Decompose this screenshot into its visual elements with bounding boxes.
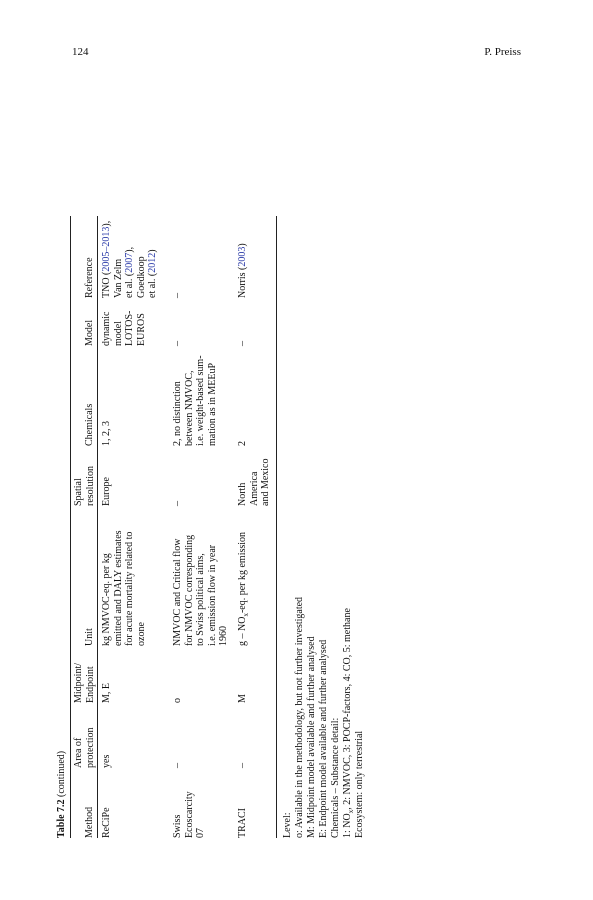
- row3-method: TRACI: [237, 808, 248, 838]
- col-header-method: Method: [84, 806, 95, 838]
- legend-m: M: Midpoint model available and further analysed: [306, 636, 317, 838]
- page-number: 124: [72, 46, 89, 58]
- row1-model: dynamic model LOTOS- EUROS: [101, 310, 147, 346]
- col-header-midpoint: Midpoint/ Endpoint: [73, 662, 96, 703]
- row1-midpoint: M, E: [101, 683, 112, 703]
- col-header-area: Area of protection: [73, 727, 96, 768]
- legend-chemicals-list: 1: $NO_x$, 2: NMVOC, 3: POCP-factors, 4: CO, 5: methane: [342, 608, 355, 838]
- row1-area: yes: [101, 754, 112, 768]
- rotated-table-block: [56, 78, 365, 838]
- row3-midpoint: M: [237, 694, 248, 703]
- table-label: Table 7.2: [56, 799, 67, 838]
- table-top-rule: [70, 216, 71, 838]
- row1-unit: kg NMVOC-eq. per kg emitted and DALY estimates for acute mortality related to ozone: [101, 530, 147, 646]
- citation-link[interactable]: 2007: [124, 252, 135, 273]
- legend-e: E: Endpoint model available and further analysed: [318, 639, 329, 838]
- row2-midpoint: o: [172, 698, 183, 703]
- running-header-author: P. Preiss: [484, 46, 521, 58]
- col-header-chemicals: Chemicals: [84, 403, 95, 446]
- table-caption: [56, 751, 68, 838]
- row3-area: –: [237, 763, 248, 768]
- row3-chemicals: 2: [237, 441, 248, 446]
- row3-model: –: [237, 341, 248, 346]
- row1-method: ReCiPe: [101, 807, 112, 838]
- legend-o: o: Available in the methodology, but not further investigated: [294, 596, 305, 838]
- row1-chemicals: 1, 2, 3: [101, 421, 112, 446]
- col-header-unit: Unit: [84, 628, 95, 646]
- legend-level-title: Level:: [282, 812, 293, 838]
- col-header-spatial: Spatial resolution: [73, 466, 96, 506]
- row2-model: –: [172, 341, 183, 346]
- table-bottom-rule: [276, 216, 277, 838]
- row2-reference: –: [172, 293, 183, 298]
- row1-reference: TNO (2005–2013), Van Zelm et al. (2007), Goedkoop et al. (2012): [101, 220, 158, 298]
- col-header-reference: Reference: [84, 257, 95, 298]
- row2-method: Swiss Ecoscarcity 07: [172, 791, 206, 838]
- row3-unit: g – $NO_x-eq$. per kg emission: [237, 531, 250, 646]
- row2-area: –: [172, 763, 183, 768]
- row1-spatial: Europe: [101, 477, 112, 506]
- citation-link[interactable]: 2012: [147, 252, 158, 273]
- row2-unit: NMVOC and Critical flow for NMVOC corresponding to Swiss political aims, i.e. emission flow in year 1960: [172, 534, 229, 646]
- row2-spatial: –: [172, 501, 183, 506]
- legend-ecosystem: Ecosystem: only terrestrial: [354, 730, 365, 838]
- citation-link[interactable]: 2003: [237, 246, 248, 267]
- table-caption-text: (continued): [56, 750, 67, 797]
- legend-chemicals-title: Chemicals – Substance detail:: [330, 717, 341, 838]
- table-header-rule: [97, 216, 98, 838]
- row2-chemicals: 2, no distinction between NMVOC, i.e. weight-based sum- mation as in MEEuP: [172, 355, 218, 446]
- col-header-model: Model: [84, 319, 95, 346]
- row3-spatial: North America and Mexico: [237, 458, 271, 506]
- row3-reference: Norris (2003): [237, 243, 248, 298]
- citation-link[interactable]: 2005–2013: [101, 226, 112, 272]
